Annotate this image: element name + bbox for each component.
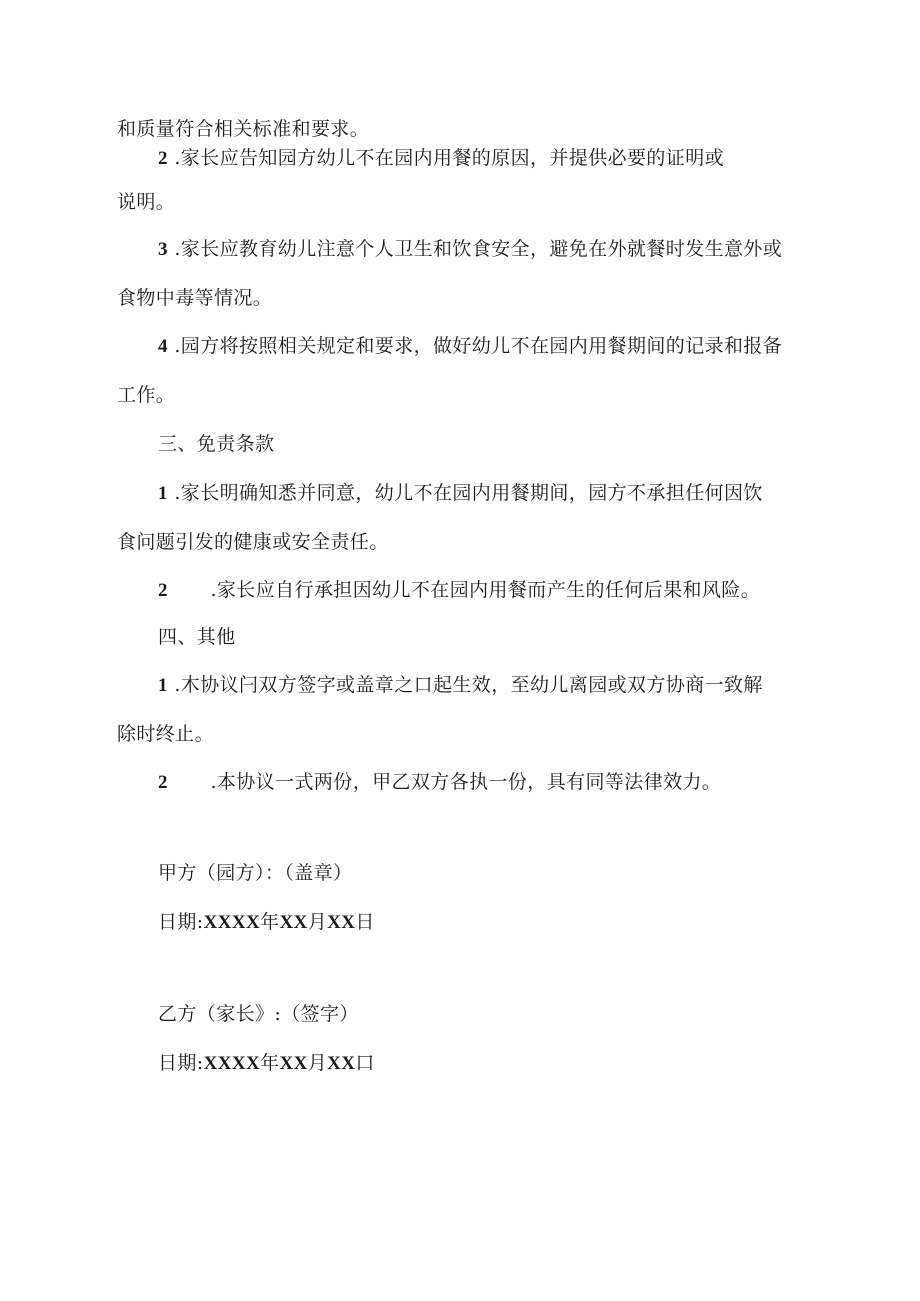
list-item-text: .家长应自行承担因幼儿不在园内用餐而产生的任何后果和风险。 [210, 579, 761, 601]
date-month-unit: 月 [307, 1052, 328, 1074]
section-4-item-1-line-2 [117, 721, 214, 747]
list-item-number: 2 [158, 772, 168, 793]
section-heading: 四、其他 [158, 626, 236, 648]
date-year-unit: 年 [260, 911, 280, 933]
date-day: XX [327, 912, 356, 933]
date-year: XXXX [203, 1053, 261, 1074]
party-a-date [158, 909, 375, 936]
list-item-text: .家长应告知园方幼儿不在园内用餐的原因，并提供必要的证明或 [174, 147, 725, 169]
date-year: XXXX [203, 912, 261, 933]
list-item-number: 3 [158, 239, 168, 260]
date-label: 日期: [158, 911, 204, 933]
paragraph-continuation [117, 116, 369, 142]
section-3-item-1-line-2 [117, 529, 389, 555]
section-4-item-2 [158, 769, 721, 796]
list-item-text: 食物中毒等情况。 [117, 287, 273, 309]
list-item-text: .园方将按照相关规定和要求，做好幼儿不在园内用餐期间的记录和报备 [174, 335, 783, 357]
list-item-text: .木协议闩双方签字或盖章之口起生效，至幼儿离园或双方协商一致解 [174, 674, 763, 696]
list-item-4-line-1 [158, 333, 782, 360]
list-item-text: .本协议一式两份，甲乙双方各执一份，具有同等法律效力。 [210, 771, 722, 793]
date-year-unit: 年 [260, 1052, 280, 1074]
list-item-4-line-2 [117, 382, 175, 408]
party-a-signature [158, 860, 352, 886]
list-item-number: 1 [158, 483, 168, 504]
date-label: 日期: [158, 1052, 204, 1074]
date-day: XX [327, 1053, 356, 1074]
section-heading: 三、免责条款 [158, 433, 275, 455]
section-3-heading [158, 431, 274, 457]
list-item-2-line-1 [158, 145, 724, 172]
date-month-unit: 月 [307, 911, 328, 933]
date-day-unit: 日 [355, 911, 375, 933]
list-item-text: 食问题引发的健康或安全责任。 [117, 531, 389, 553]
party-b-date [158, 1050, 375, 1077]
list-item-3-line-2 [117, 285, 272, 311]
party-b-label: 乙方（家长》:（签字） [158, 1003, 359, 1025]
list-item-number: 4 [158, 336, 168, 357]
list-item-text: 说明。 [117, 191, 176, 213]
list-item-number: 2 [158, 148, 168, 169]
paragraph-text: 和质量符合相关标准和要求。 [117, 118, 370, 140]
party-a-label: 甲方（园方）：（盖章） [158, 862, 353, 884]
list-item-text: 除时终止。 [117, 723, 215, 745]
section-4-item-1-line-1 [158, 672, 763, 699]
date-month: XX [279, 912, 308, 933]
section-3-item-2 [158, 577, 760, 604]
date-month: XX [279, 1053, 308, 1074]
list-item-2-line-2 [117, 189, 175, 215]
list-item-text: .家长应教育幼儿注意个人卫生和饮食安全，避免在外就餐时发生意外或 [174, 238, 783, 260]
list-item-number: 1 [158, 675, 168, 696]
date-day-unit: 口 [355, 1052, 375, 1074]
party-b-signature [158, 1001, 359, 1027]
section-4-heading [158, 624, 236, 650]
list-item-text: 工作。 [117, 384, 176, 406]
list-item-text: .家长明确知悉并同意，幼儿不在园内用餐期间，园方不承担任何因饮 [174, 482, 763, 504]
list-item-3-line-1 [158, 236, 782, 263]
list-item-number: 2 [158, 580, 168, 601]
section-3-item-1-line-1 [158, 480, 763, 507]
